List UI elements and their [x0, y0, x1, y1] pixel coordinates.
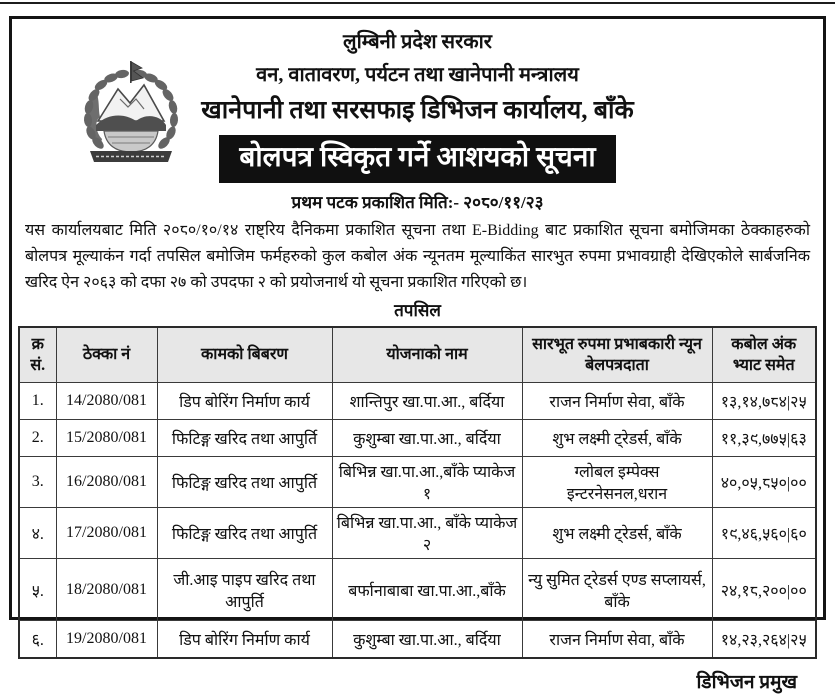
cell-serial: ४.: [19, 508, 56, 559]
table-row: [19, 420, 816, 457]
cell-project: कुशुम्बा खा.पा.आ., बर्दिया: [332, 621, 522, 658]
cell-work: फिटिङ्ग खरिद तथा आपुर्ति: [157, 508, 332, 559]
col-header-contract: ठेक्का नं: [56, 327, 157, 383]
cell-serial: ५.: [19, 559, 56, 621]
cell-project: बिभिन्न खा.पा.आ., बाँके प्याकेज २: [332, 508, 522, 559]
cell-serial: 3.: [19, 457, 56, 508]
table-row: [19, 457, 816, 508]
publication-date-line: प्रथम पटक प्रकाशित मिति:- २०८०/११/२३: [291, 193, 544, 213]
cell-contract: 18/2080/081: [56, 559, 157, 621]
cell-amount: २४,१८,२००|००: [712, 559, 816, 621]
government-name: लुम्बिनी प्रदेश सरकार: [343, 31, 492, 53]
cell-bidder: न्यु सुमित ट्रेडर्स एण्ड सप्लायर्स, बाँके: [522, 559, 712, 621]
cell-bidder: शुभ लक्ष्मी ट्रेडर्स, बाँके: [522, 420, 712, 457]
top-divider: [0, 2, 835, 4]
cell-contract: 15/2080/081: [56, 420, 157, 457]
cell-bidder: शुभ लक्ष्मी ट्रेडर्स, बाँके: [522, 508, 712, 559]
ministry-name: वन, वातावरण, पर्यटन तथा खानेपानी मन्त्रालय: [256, 64, 579, 86]
cell-contract: 16/2080/081: [56, 457, 157, 508]
cell-bidder: राजन निर्माण सेवा, बाँके: [522, 383, 712, 420]
cell-contract: 17/2080/081: [56, 508, 157, 559]
nepal-emblem-icon: [70, 59, 192, 165]
cell-amount: १४,२३,२६४|२५: [712, 621, 816, 658]
cell-work: फिटिङ्ग खरिद तथा आपुर्ति: [157, 420, 332, 457]
table-row: [19, 559, 816, 621]
office-name: खानेपानी तथा सरसफाइ डिभिजन कार्यालय, बाँके: [201, 97, 634, 124]
col-header-amount: कबोल अंक भ्याट समेत: [712, 327, 816, 383]
col-header-bidder: सारभूत रुपमा प्रभाबकारी न्यून बेलपत्रदाता: [522, 327, 712, 383]
cell-work: फिटिङ्ग खरिद तथा आपुर्ति: [157, 457, 332, 508]
col-header-project: योजनाको नाम: [332, 327, 522, 383]
cell-project: बर्फानाबाबा खा.पा.आ.,बाँके: [332, 559, 522, 621]
cell-amount: ४०,०५,८५०|००: [712, 457, 816, 508]
cell-work: डिप बोरिंग निर्माण कार्य: [157, 621, 332, 658]
table-row: [19, 508, 816, 559]
cell-project: शान्तिपुर खा.पा.आ., बर्दिया: [332, 383, 522, 420]
col-header-serial: क्र सं.: [19, 327, 56, 383]
cell-amount: ११,३९,७७५|६३: [712, 420, 816, 457]
cell-serial: 2.: [19, 420, 56, 457]
cell-serial: ६.: [19, 621, 56, 658]
cell-contract: 14/2080/081: [56, 383, 157, 420]
cell-amount: १९,४६,५६०|६०: [712, 508, 816, 559]
cell-serial: 1.: [19, 383, 56, 420]
cell-project: बिभिन्न खा.पा.आ.,बाँके प्याकेज १: [332, 457, 522, 508]
cell-bidder: ग्लोबल इम्पेक्स इन्टरनेसनल,धरान: [522, 457, 712, 508]
notice-body-paragraph: यस कार्यालयबाट मिति २०८०/१०/१४ राष्ट्रिय दैनिकमा प्रकाशित सूचना तथा E-Bidding बाट प्रकाशित सूचना बमोजिमका ठेक्काहरुको बोलपत्र मूल्याकंन गर्दा तपसिल बमोजिम फर्महरुको कुल कबोल अंक न्यूनतम मूल्याकिंत सारभुत रुपमा प्रभावग्राही देखिएकोले सार्बजनिक खरिद ऐन २०६३ को दफा २७ को उपदफा २ को प्रयोजनार्थ यो सूचना प्रकाशित गरिएको छ।: [25, 222, 810, 292]
cell-contract: 19/2080/081: [56, 621, 157, 658]
col-header-work: कामको बिबरण: [157, 327, 332, 383]
cell-work: डिप बोरिंग निर्माण कार्य: [157, 383, 332, 420]
document-frame: [9, 16, 826, 693]
tender-table: [18, 326, 817, 659]
cell-project: कुशुम्बा खा.पा.आ., बर्दिया: [332, 420, 522, 457]
table-header-row: [19, 327, 816, 383]
notice-title-banner: बोलपत्र स्विकृत गर्ने आशयको सूचना: [219, 135, 615, 183]
cell-bidder: राजन निर्माण सेवा, बाँके: [522, 621, 712, 658]
table-caption: तपसिल: [394, 300, 441, 320]
cell-work: जी.आइ पाइप खरिद तथा आपुर्ति: [157, 559, 332, 621]
signature-title: डिभिजन प्रमुख: [696, 671, 797, 693]
table-row: [19, 621, 816, 658]
cell-amount: १३,१४,७८४|२५: [712, 383, 816, 420]
table-row: [19, 383, 816, 420]
